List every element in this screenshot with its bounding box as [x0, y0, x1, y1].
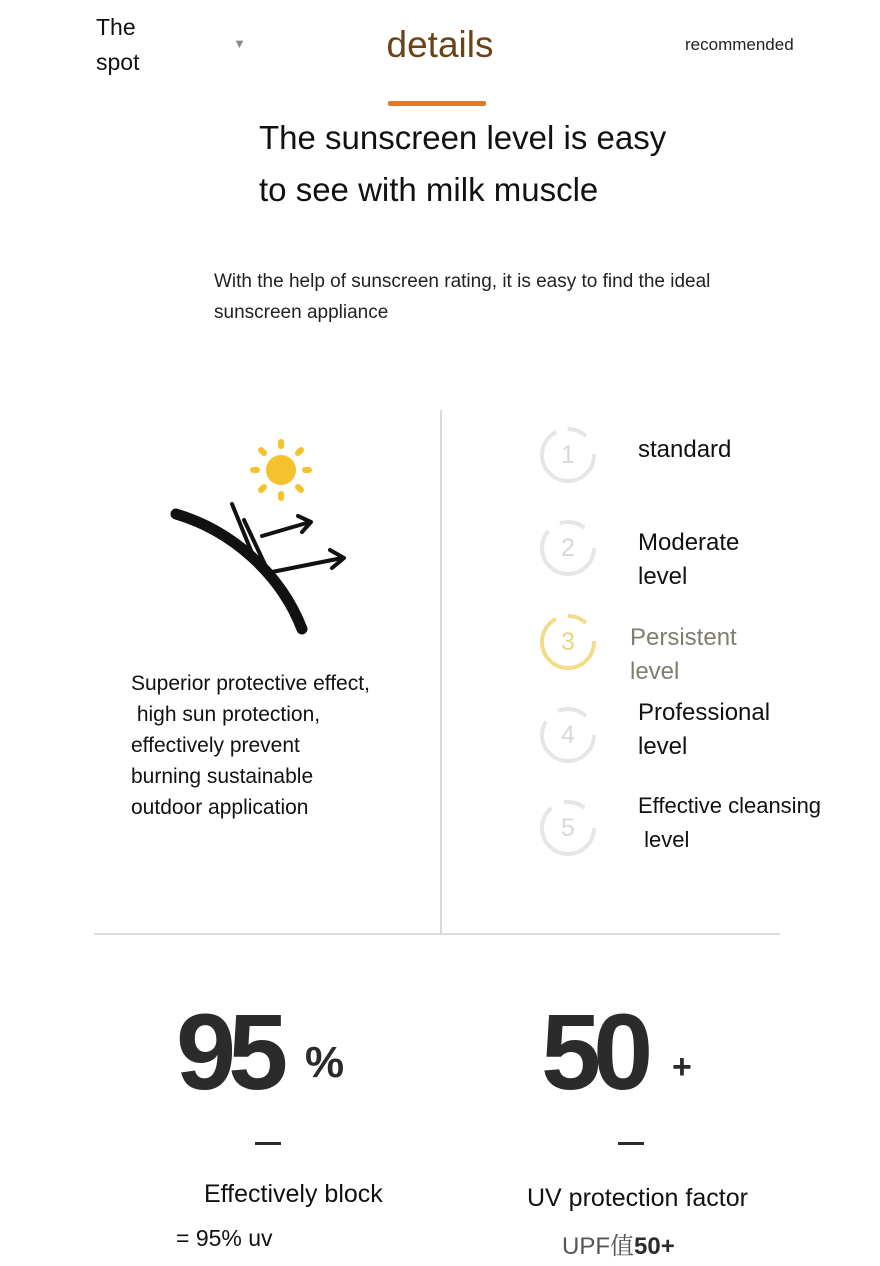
active-tab-indicator — [388, 101, 486, 106]
protection-description — [131, 668, 431, 823]
page-subtitle: With the help of sunscreen rating, it is easy to find the ideal sunscreen appliance — [214, 271, 711, 323]
stat-divider-dash — [255, 1142, 281, 1145]
level-1-badge — [538, 425, 598, 485]
stat-upf-subcaption — [562, 1226, 675, 1261]
level-number: 1 — [561, 441, 575, 469]
level-label-cleansing: Effective cleansing level — [638, 793, 822, 852]
level-label-persistent: Persistent level — [630, 624, 737, 685]
level-label-moderate: Moderate level — [638, 529, 740, 590]
level-number: 4 — [561, 721, 575, 749]
stat-upf-caption: UV protection factor — [527, 1184, 748, 1212]
description-line: high sun protection, — [131, 703, 321, 726]
description-line: burning sustainable — [131, 765, 314, 788]
level-2-badge — [538, 518, 598, 578]
skin-protection-illustration — [160, 432, 370, 642]
level-3-badge — [538, 612, 598, 672]
upf-prefix: UPF值 — [562, 1233, 634, 1260]
level-5-badge — [538, 798, 598, 858]
level-label-standard: standard — [638, 436, 732, 463]
page-title: The sunscreen level is easy to see with milk muscle — [259, 119, 667, 208]
level-4-badge — [538, 705, 598, 765]
tab-the-spot[interactable]: The spot — [96, 14, 140, 75]
stat-upf-value: 50 — [541, 991, 646, 1112]
description-line: Superior protective effect, — [131, 672, 370, 695]
sun-icon — [253, 442, 309, 498]
upf-value: 50+ — [634, 1233, 675, 1260]
level-number: 5 — [561, 814, 575, 842]
horizontal-divider — [94, 933, 780, 935]
level-number: 2 — [561, 534, 575, 562]
stat-block-caption: Effectively block — [204, 1180, 383, 1208]
description-line: outdoor application — [131, 796, 309, 819]
stat-block-subcaption: = 95% uv — [176, 1225, 273, 1251]
chevron-down-icon[interactable]: ▼ — [233, 36, 246, 51]
stat-block-percent-unit: % — [305, 1038, 345, 1087]
skin-protection-icon — [160, 432, 370, 642]
tab-recommended[interactable]: recommended — [685, 35, 794, 54]
level-label-professional: Professional level — [638, 699, 771, 760]
stat-block-percent: 95 — [176, 991, 281, 1112]
tab-details-label: details — [386, 24, 494, 65]
description-line: effectively prevent — [131, 734, 300, 757]
stat-divider-dash — [618, 1142, 644, 1145]
level-number: 3 — [561, 628, 575, 656]
vertical-divider — [440, 410, 442, 934]
stat-upf-unit: + — [672, 1048, 692, 1086]
